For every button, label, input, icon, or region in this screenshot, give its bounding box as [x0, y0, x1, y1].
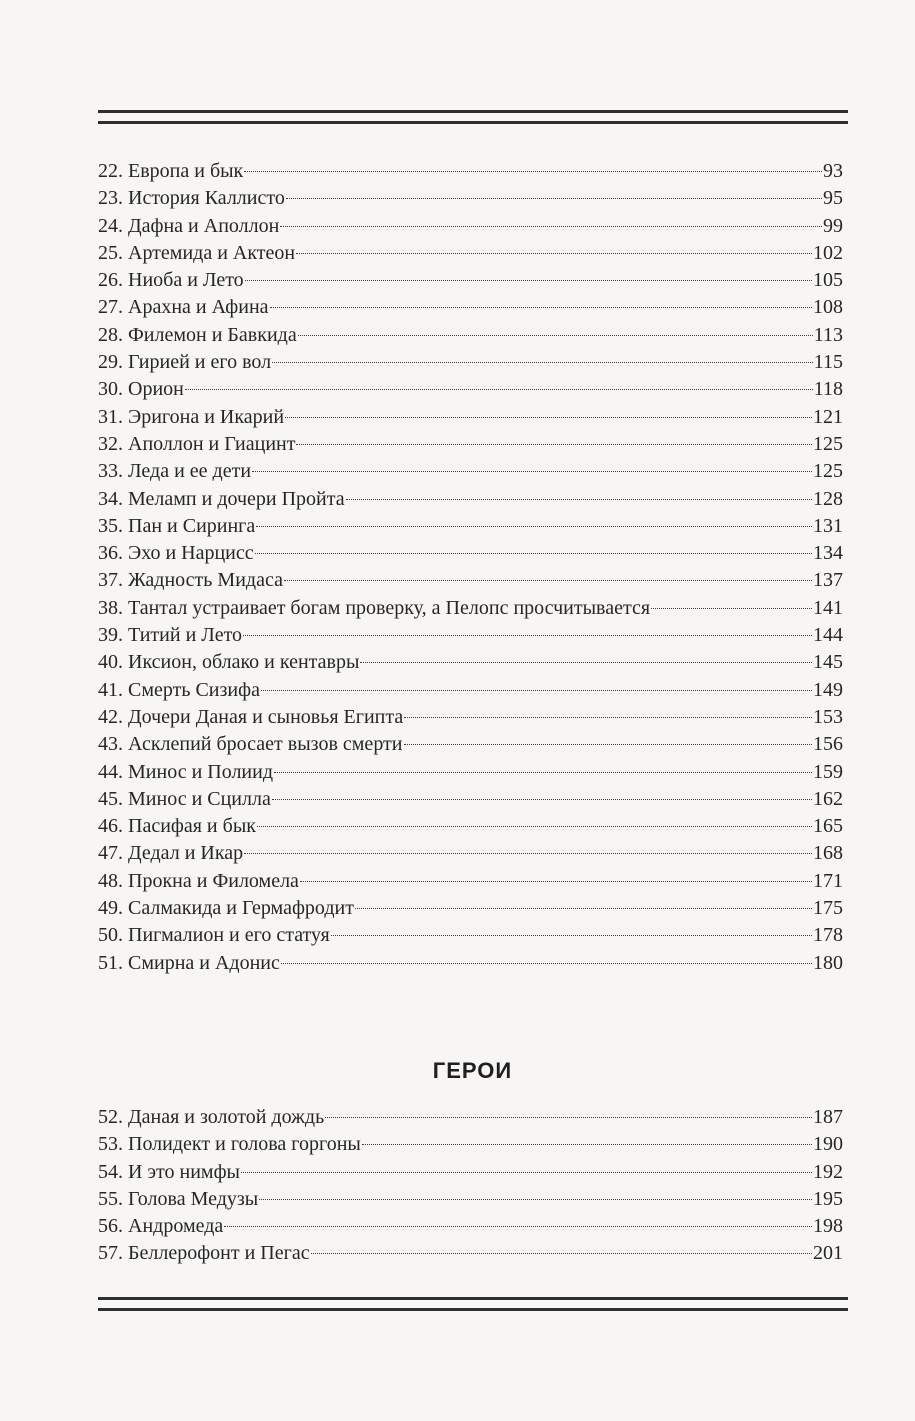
- toc-entry-page-number: 93: [823, 160, 843, 182]
- toc-entry[interactable]: [98, 786, 843, 813]
- toc-entry[interactable]: [98, 759, 843, 786]
- toc-entry-page-number: 137: [813, 569, 843, 592]
- dot-leader: [311, 1251, 812, 1254]
- toc-entry[interactable]: [98, 649, 843, 676]
- toc-entry-title: 51. Смирна и Адонис: [98, 951, 280, 974]
- dot-leader: [185, 387, 813, 390]
- dot-leader: [241, 1170, 812, 1173]
- toc-entry-title: 26. Ниоба и Лето: [98, 269, 244, 292]
- toc-entry[interactable]: [98, 595, 843, 622]
- toc-entry-page-number: 108: [813, 296, 843, 319]
- toc-entry[interactable]: [98, 404, 843, 431]
- toc-entry-title: 35. Пан и Сиринга: [98, 514, 256, 537]
- toc-entry-page-number: 180: [813, 951, 843, 974]
- toc-entry-page-number: 113: [813, 323, 843, 346]
- toc-entry-title: 52. Даная и золотой дождь: [98, 1106, 325, 1128]
- toc-entry-title: 36. Эхо и Нарцисс: [98, 542, 254, 565]
- dot-leader: [244, 851, 812, 854]
- section-heading: ГЕРОИ: [432, 1058, 513, 1083]
- toc-entry[interactable]: [98, 1213, 843, 1240]
- dot-leader: [296, 251, 812, 254]
- dot-leader: [224, 1224, 812, 1227]
- toc-entry-title: 22. Европа и бык: [98, 160, 244, 182]
- dot-leader: [404, 715, 812, 718]
- toc-entry[interactable]: [98, 922, 843, 949]
- toc-entry-page-number: 128: [813, 487, 843, 510]
- toc-entry-page-number: 105: [813, 269, 843, 292]
- toc-entry-page-number: 145: [813, 651, 843, 674]
- toc-entry[interactable]: [98, 458, 843, 485]
- toc-entry[interactable]: [98, 813, 843, 840]
- dot-leader: [281, 961, 812, 964]
- toc-entry-title: 41. Смерть Сизифа: [98, 678, 260, 701]
- toc-entry-title: 32. Аполлон и Гиацинт: [98, 432, 296, 455]
- toc-entry-page-number: 175: [813, 897, 843, 920]
- toc-entry-title: 30. Орион: [98, 378, 184, 401]
- toc-entry-title: 46. Пасифая и бык: [98, 815, 256, 838]
- dot-leader: [285, 415, 812, 418]
- toc-entry[interactable]: [98, 213, 843, 240]
- toc-entry-title: 29. Гирией и его вол: [98, 351, 272, 374]
- toc-entry-page-number: 168: [813, 842, 843, 865]
- dot-leader: [257, 824, 812, 827]
- toc-entry-title: 25. Артемида и Актеон: [98, 241, 296, 264]
- toc-entry-page-number: 115: [813, 351, 843, 374]
- toc-entry[interactable]: [98, 1159, 843, 1186]
- toc-entry-title: 56. Андромеда: [98, 1215, 224, 1238]
- toc-entry-page-number: 195: [813, 1187, 843, 1210]
- top-double-rule: [98, 110, 848, 124]
- toc-entry[interactable]: [98, 267, 843, 294]
- toc-entry-title: 27. Арахна и Афина: [98, 296, 269, 319]
- toc-entry[interactable]: [98, 158, 843, 185]
- toc-entry[interactable]: [98, 1240, 843, 1267]
- toc-entry-page-number: 190: [813, 1133, 843, 1156]
- dot-leader: [272, 360, 813, 363]
- toc-entry[interactable]: [98, 349, 843, 376]
- toc-entry-title: 45. Минос и Сцилла: [98, 787, 271, 810]
- toc-entry-title: 23. История Каллисто: [98, 187, 285, 210]
- toc-entry-title: 54. И это нимфы: [98, 1160, 240, 1183]
- dot-leader: [261, 688, 812, 691]
- rule-line: [98, 1308, 848, 1311]
- toc-entry-page-number: 159: [813, 760, 843, 783]
- toc-entry[interactable]: [98, 322, 843, 349]
- toc-entry-page-number: 125: [813, 432, 843, 455]
- dot-leader: [259, 1197, 812, 1200]
- dot-leader: [280, 224, 822, 227]
- toc-entry-title: 39. Титий и Лето: [98, 624, 243, 647]
- toc-entry-page-number: 198: [813, 1215, 843, 1238]
- rule-line: [98, 110, 848, 113]
- dot-leader: [325, 1115, 812, 1118]
- toc-entry-title: 47. Дедал и Икар: [98, 842, 244, 865]
- dot-leader: [255, 551, 812, 554]
- toc-entry[interactable]: [98, 185, 843, 212]
- toc-entry[interactable]: [98, 240, 843, 267]
- dot-leader: [245, 278, 812, 281]
- toc-entry-page-number: 131: [813, 514, 843, 537]
- toc-entry[interactable]: [98, 486, 843, 513]
- dot-leader: [272, 797, 812, 800]
- toc-entry-title: 43. Асклепий бросает вызов смерти: [98, 733, 403, 756]
- toc-entry-title: 48. Прокна и Филомела: [98, 869, 299, 892]
- toc-entry[interactable]: [98, 868, 843, 895]
- dot-leader: [360, 660, 812, 663]
- toc-entry-page-number: 192: [813, 1160, 843, 1183]
- toc-entry[interactable]: [98, 840, 843, 867]
- toc-entry-page-number: 99: [823, 214, 843, 237]
- toc-entry-title: 31. Эригона и Икарий: [98, 405, 285, 428]
- dot-leader: [274, 770, 812, 773]
- dot-leader: [346, 497, 812, 500]
- toc-entry-title: 24. Дафна и Аполлон: [98, 214, 280, 237]
- rule-line: [98, 121, 848, 124]
- toc-entry-title: 38. Тантал устраивает богам проверку, а Пелопс просчитывается: [98, 596, 651, 619]
- dot-leader: [270, 305, 812, 308]
- toc-entry-page-number: 171: [813, 869, 843, 892]
- toc-entry-page-number: 144: [813, 624, 843, 647]
- bottom-double-rule: [98, 1297, 848, 1311]
- toc-entry-page-number: 121: [813, 405, 843, 428]
- toc-entry[interactable]: [98, 677, 843, 704]
- toc-entry-page-number: 201: [813, 1242, 843, 1265]
- toc-entry-title: 40. Иксион, облако и кентавры: [98, 651, 360, 674]
- toc-entry[interactable]: [98, 731, 843, 758]
- toc-entry[interactable]: [98, 950, 843, 977]
- dot-leader: [243, 633, 812, 636]
- toc-entry-page-number: 118: [813, 378, 843, 401]
- toc-entry-title: 53. Полидект и голова горгоны: [98, 1133, 361, 1156]
- toc-entry-title: 34. Меламп и дочери Пройта: [98, 487, 345, 510]
- dot-leader: [404, 742, 813, 745]
- toc-entry-page-number: 162: [813, 787, 843, 810]
- toc-entry-page-number: 187: [813, 1106, 843, 1128]
- dot-leader: [331, 933, 812, 936]
- toc-entry-page-number: 125: [813, 460, 843, 483]
- toc-entry-page-number: 178: [813, 924, 843, 947]
- toc-entry[interactable]: [98, 704, 843, 731]
- dot-leader: [284, 578, 812, 581]
- toc-entry-title: 33. Леда и ее дети: [98, 460, 252, 483]
- toc-entry[interactable]: [98, 294, 843, 321]
- dot-leader: [651, 606, 812, 609]
- toc-entry[interactable]: [98, 895, 843, 922]
- dot-leader: [355, 906, 812, 909]
- toc-entry-page-number: 102: [813, 241, 843, 264]
- toc-list-heroes: [98, 1104, 843, 1268]
- toc-entry-page-number: 156: [813, 733, 843, 756]
- toc-entry-page-number: 165: [813, 815, 843, 838]
- toc-entry[interactable]: [98, 1131, 843, 1158]
- toc-entry-page-number: 141: [813, 596, 843, 619]
- toc-list-main: [98, 158, 843, 977]
- toc-entry-page-number: 149: [813, 678, 843, 701]
- toc-entry[interactable]: [98, 567, 843, 594]
- toc-entry-title: 55. Голова Медузы: [98, 1187, 259, 1210]
- dot-leader: [244, 169, 822, 172]
- toc-entry-title: 28. Филемон и Бавкида: [98, 323, 297, 346]
- toc-entry-page-number: 95: [823, 187, 843, 210]
- dot-leader: [252, 469, 812, 472]
- toc-entry-page-number: 153: [813, 705, 843, 728]
- toc-entry-title: 57. Беллерофонт и Пегас: [98, 1242, 310, 1265]
- toc-entry[interactable]: [98, 431, 843, 458]
- dot-leader: [296, 442, 812, 445]
- toc-entry-title: 44. Минос и Полиид: [98, 760, 274, 783]
- dot-leader: [286, 196, 822, 199]
- rule-line: [98, 1297, 848, 1300]
- dot-leader: [362, 1142, 812, 1145]
- toc-entry[interactable]: [98, 622, 843, 649]
- toc-entry[interactable]: [98, 1186, 843, 1213]
- toc-entry-title: 42. Дочери Даная и сыновья Египта: [98, 705, 404, 728]
- dot-leader: [298, 333, 813, 336]
- toc-entry-title: 49. Салмакида и Гермафродит: [98, 897, 354, 920]
- toc-entry-page-number: 134: [813, 542, 843, 565]
- toc-entry[interactable]: [98, 376, 843, 403]
- toc-entry[interactable]: [98, 1104, 843, 1131]
- toc-entry[interactable]: [98, 540, 843, 567]
- dot-leader: [300, 879, 812, 882]
- toc-entry[interactable]: [98, 513, 843, 540]
- toc-entry-title: 37. Жадность Мидаса: [98, 569, 283, 592]
- dot-leader: [256, 524, 812, 527]
- toc-entry-title: 50. Пигмалион и его статуя: [98, 924, 330, 947]
